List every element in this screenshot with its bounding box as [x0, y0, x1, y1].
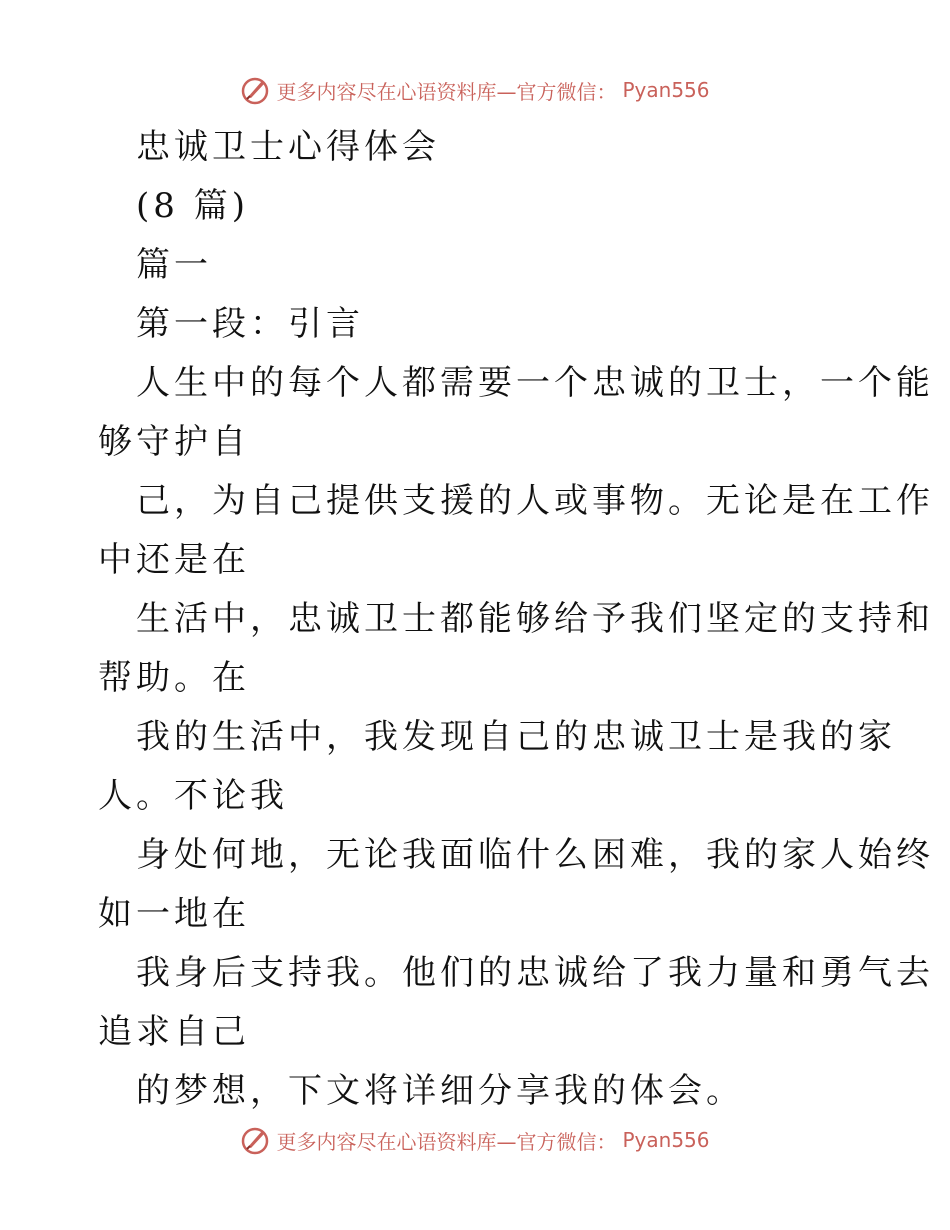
text-line: 我的生活中，我发现自己的忠诚卫士是我的家	[136, 717, 896, 757]
text-line: 生活中，忠诚卫士都能够给予我们坚定的支持和	[136, 599, 934, 639]
text-line: 己，为自己提供支援的人或事物。无论是在工作	[136, 481, 934, 521]
header-banner	[0, 70, 950, 110]
banner-text: 更多内容尽在心语资料库—官方微信：	[276, 79, 617, 104]
text-line: 我身后支持我。他们的忠诚给了我力量和勇气去	[136, 953, 934, 993]
text-line: 中还是在	[98, 540, 250, 580]
document-title: 忠诚卫士心得体会	[136, 127, 440, 167]
section-heading: 篇一	[136, 245, 212, 285]
text-line: 如一地在	[98, 894, 250, 934]
quill-pen-logo-icon	[240, 1125, 270, 1155]
document-body	[98, 118, 934, 1121]
paragraph-heading: 第一段：引言	[136, 304, 364, 344]
quill-pen-logo-icon	[240, 75, 270, 105]
banner-wechat-id: Pyan556	[622, 78, 710, 102]
text-line: 身处何地，无论我面临什么困难，我的家人始终	[136, 835, 934, 875]
text-line: 帮助。在	[98, 658, 250, 698]
footer-banner	[0, 1120, 950, 1160]
text-line: 的梦想，下文将详细分享我的体会。	[136, 1071, 744, 1111]
banner-text: 更多内容尽在心语资料库—官方微信：	[276, 1129, 617, 1154]
text-line: 追求自己	[98, 1012, 250, 1052]
document-subtitle: (8 篇)	[136, 186, 249, 226]
text-line: 人。不论我	[98, 776, 288, 816]
banner-wechat-id: Pyan556	[622, 1128, 710, 1152]
text-line: 够守护自	[98, 422, 250, 462]
text-line: 人生中的每个人都需要一个忠诚的卫士，一个能	[136, 363, 934, 403]
